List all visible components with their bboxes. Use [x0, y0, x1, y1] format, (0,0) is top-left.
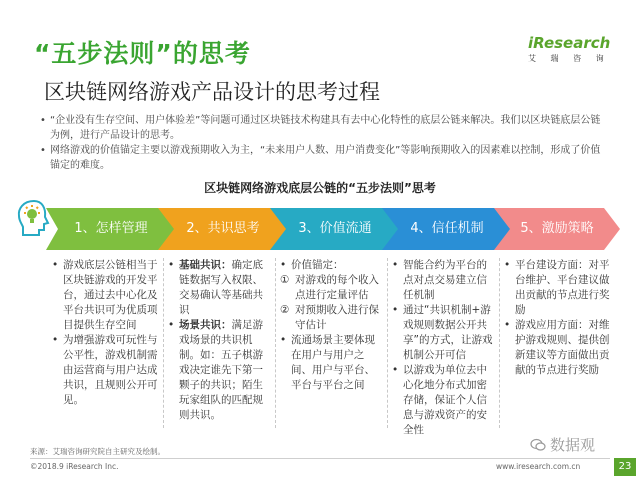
column-divider — [387, 258, 388, 428]
page-number: 23 — [614, 458, 636, 476]
intro-bullet: • “企业没有生存空间、用户体验差”等问题可通过区块链技术构建具有去中心化特性的底层公链来解决。我们以区块链底层公链为例，进行产品设计的思考。 — [40, 113, 610, 143]
column-item: • 游戏应用方面：对维护游戏规则、提供创新建议等方面做出贡献的节点进行奖励 — [504, 318, 612, 378]
item-text: 对游戏的每个收入点进行定量评估 — [295, 274, 379, 301]
step-label: 4、信任机制 — [410, 221, 484, 236]
column-item: • 通过“共识机制+游戏规则数据公开共享”的方式，让游戏机制公开可信 — [392, 303, 496, 363]
column-item: • 游戏底层公链相当于区块链游戏的开发平台，通过去中心化及平台共识可为优质项目提供生存空间 — [52, 258, 158, 333]
copyright: ©2018.9 iResearch Inc. — [30, 462, 119, 471]
iresearch-logo — [528, 34, 611, 74]
step-3-value-flow — [270, 208, 400, 250]
website-link[interactable]: www.iresearch.com.cn — [496, 462, 581, 471]
item-number: ② — [280, 304, 290, 316]
column-trust — [392, 258, 496, 438]
step-5-incentive — [494, 208, 620, 250]
column-item: • 智能合约为平台的点对点交易建立信任机制 — [392, 258, 496, 303]
step-1-manage — [46, 208, 176, 250]
step-label: 5、激励策略 — [520, 221, 594, 236]
column-item: • 为增强游戏可玩性与公平性，游戏机制需由运营商与用户达成共识，且规则公开可见。 — [52, 333, 158, 408]
column-subitem — [280, 303, 384, 333]
column-value-flow — [280, 258, 384, 393]
column-divider — [163, 258, 164, 428]
step-2-consensus — [158, 208, 288, 250]
item-heading: 场景共识： — [179, 319, 232, 331]
column-subitem — [280, 273, 384, 303]
watermark — [530, 434, 595, 455]
column-item — [168, 258, 272, 318]
item-text: 确定底链数据写入权限、交易确认等基础共识 — [179, 259, 263, 316]
intro-bullets — [40, 113, 610, 173]
item-heading: 基础共识： — [179, 259, 232, 271]
logo-brand: iResearch — [528, 34, 611, 52]
wechat-icon — [530, 437, 546, 453]
column-item — [168, 318, 272, 423]
column-consensus — [168, 258, 272, 423]
column-incentive — [504, 258, 612, 378]
step-label: 1、怎样管理 — [74, 221, 148, 236]
step-4-trust — [382, 208, 512, 250]
page-title: “五步法则”的思考 — [34, 39, 251, 68]
column-item: • 平台建设方面：对平台维护、平台建议做出贡献的节点进行奖励 — [504, 258, 612, 318]
item-number: ① — [280, 274, 290, 286]
column-item: • 流通场景主要体现在用户与用户之间、用户与平台、平台与平台之间 — [280, 333, 384, 393]
column-item: • 以游戏为单位去中心化地分布式加密存储，保证个人信息与游戏资产的安全性 — [392, 363, 496, 438]
item-text: 满足游戏场景的共识机制。如：五子棋游戏决定谁先下第一颗子的共识；陌生玩家组队的匹配规则共识。 — [179, 319, 263, 421]
column-divider — [275, 258, 276, 428]
item-text: 对预期收入进行保守估计 — [295, 304, 379, 331]
footer-divider — [30, 458, 610, 459]
source-note: 来源：艾瑞咨询研究院自主研究及绘制。 — [30, 447, 165, 456]
column-item: • 价值锚定： — [280, 258, 384, 273]
column-divider — [499, 258, 500, 428]
intro-bullet: • 网络游戏的价值锚定主要以游戏预期收入为主，“未来用户人数、用户消费变化”等影响预期收入的因素难以控制，形成了价值锚定的难度。 — [40, 143, 610, 173]
watermark-text: 数据观 — [550, 436, 596, 454]
step-label: 3、价值流通 — [298, 221, 372, 236]
logo-sub: 艾 瑞 咨 询 — [528, 54, 610, 63]
step-label: 2、共识思考 — [186, 221, 260, 236]
section-title: 区块链网络游戏底层公链的“五步法则”思考 — [204, 181, 436, 195]
page-subtitle: 区块链网络游戏产品设计的思考过程 — [44, 80, 380, 104]
column-manage — [52, 258, 158, 408]
